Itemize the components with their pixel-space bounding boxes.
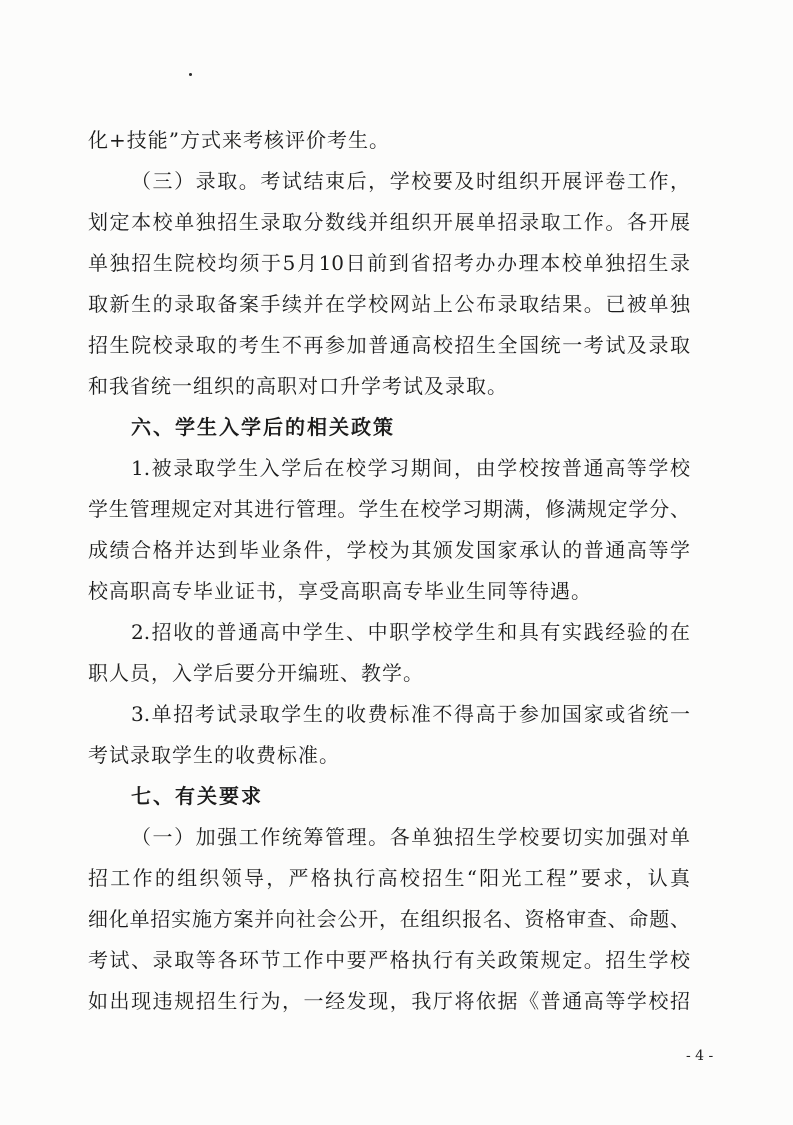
paragraph-line: 细化单招实施方案并向社会公开，在组织报名、资格审查、命题、 [88,907,690,931]
paragraph-line: 取新生的录取备案手续并在学校网站上公布录取结果。已被单独 [88,292,690,316]
page-number: - 4 - [686,1048,714,1064]
paragraph-line: （三）录取。考试结束后，学校要及时组织开展评卷工作， [131,169,690,193]
paragraph-line: 考试录取学生的收费标准。 [88,743,340,767]
paragraph-line: 2.招收的普通高中学生、中职学校学生和具有实践经验的在 [131,620,690,644]
paragraph-line: 学生管理规定对其进行管理。学生在校学习期满，修满规定学分、 [88,497,690,521]
paragraph-item-3 [88,694,690,776]
section-heading: 七、有关要求 [131,784,263,808]
paragraph-line: 职人员，入学后要分开编班、教学。 [88,661,424,685]
paragraph-line: 招生院校录取的考生不再参加普通高校招生全国统一考试及录取 [88,333,690,357]
continued-paragraph-line: 化+技能”方式来考核评价考生。 [88,128,390,152]
paragraph-line: 校高职高专毕业证书，享受高职高专毕业生同等待遇。 [88,579,592,603]
paragraph-line: （一）加强工作统筹管理。各单独招生学校要切实加强对单 [131,825,690,849]
paragraph-line: 成绩合格并达到毕业条件，学校为其颁发国家承认的普通高等学 [88,538,690,562]
paragraph-line: 单独招生院校均须于5月10日前到省招考办办理本校单独招生录 [88,251,690,275]
paragraph-line: 考试、录取等各环节工作中要严格执行有关政策规定。招生学校 [88,948,690,972]
paragraph-line: 招工作的组织领导，严格执行高校招生“阳光工程”要求，认真 [88,866,690,890]
paragraph-line: 1.被录取学生入学后在校学习期间，由学校按普通高等学校 [131,456,690,480]
paragraph-line: 和我省统一组织的高职对口升学考试及录取。 [88,374,508,398]
paragraph-item-1 [88,448,690,612]
paragraph-item-2 [88,612,690,694]
body-text [88,120,690,1022]
section-heading: 六、学生入学后的相关政策 [131,415,395,439]
paragraph-requirement-1 [88,817,690,1022]
paragraph-line: 如出现违规招生行为，一经发现，我厅将依据《普通高等学校招 [88,989,690,1013]
paragraph-line: 3.单招考试录取学生的收费标准不得高于参加国家或省统一 [131,702,690,726]
paragraph-admission [88,161,690,407]
paragraph-line: 划定本校单独招生录取分数线并组织开展单招录取工作。各开展 [88,210,690,234]
scan-speck [189,73,192,76]
